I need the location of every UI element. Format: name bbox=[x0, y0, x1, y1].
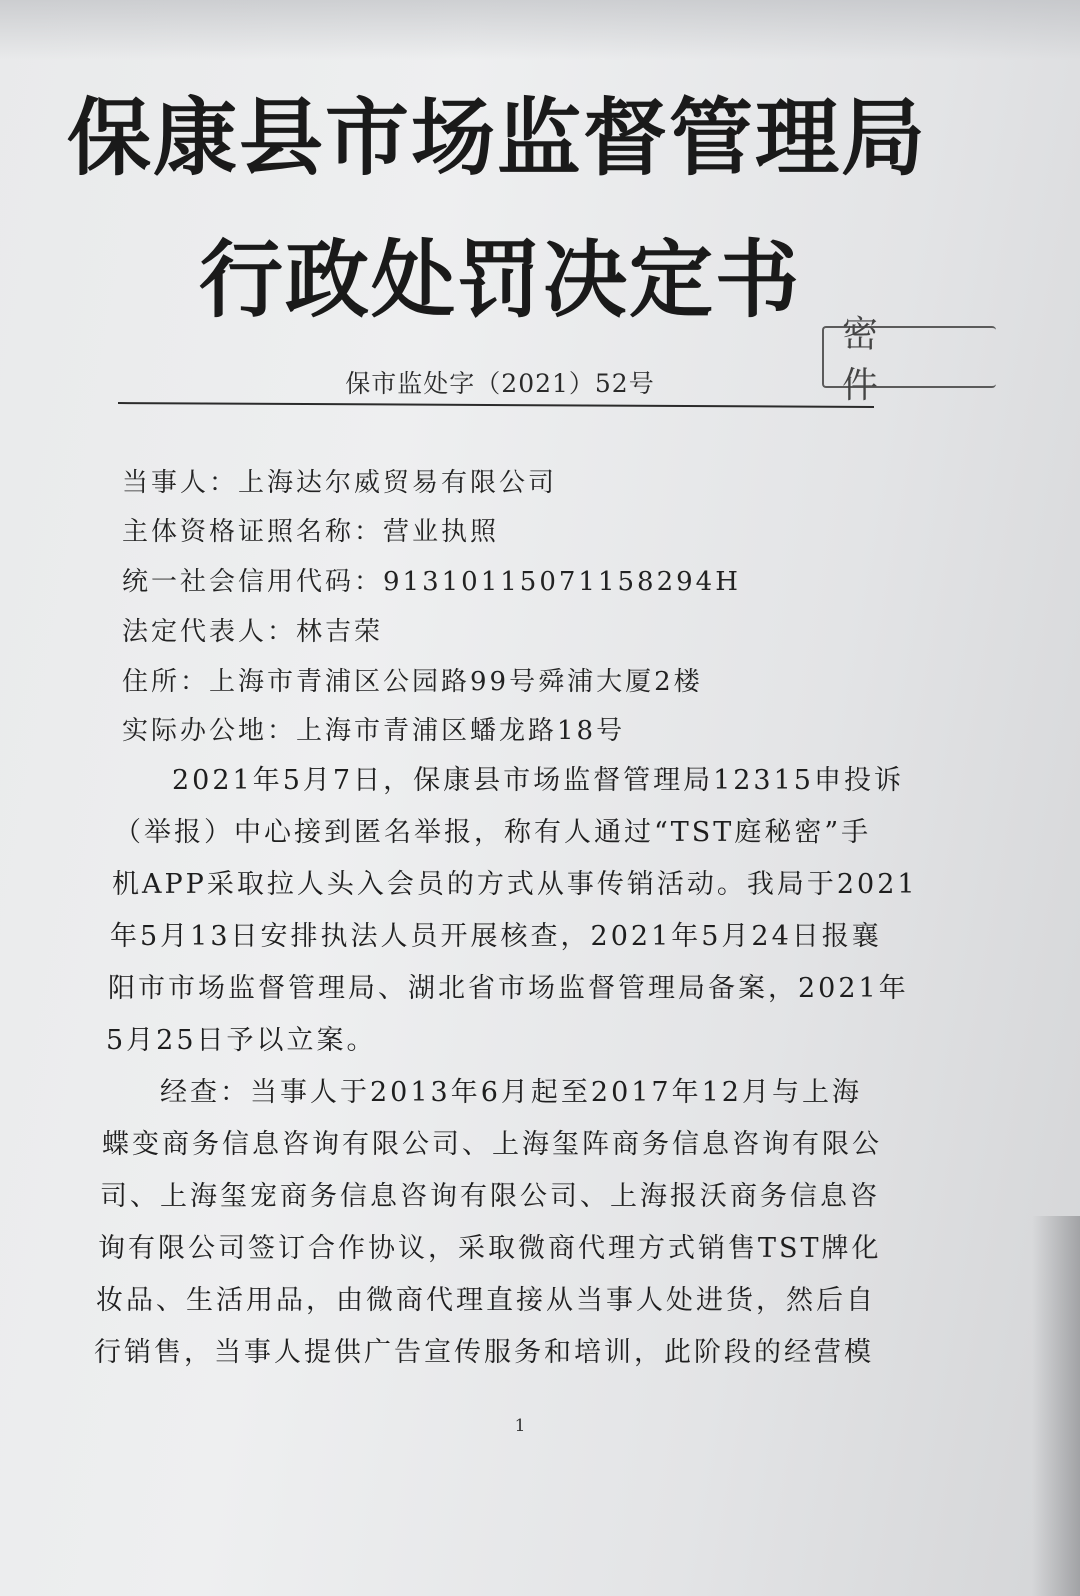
license-type: 主体资格证照名称：营业执照 bbox=[122, 517, 500, 547]
office-address: 实际办公地：上海市青浦区蟠龙路18号 bbox=[122, 716, 626, 746]
paragraph1-line: 年5月13日安排执法人员开展核查，2021年5月24日报襄 bbox=[110, 921, 882, 952]
document-title: 行政处罚决定书 bbox=[198, 231, 801, 329]
paragraph2-line: 行销售，当事人提供广告宣传服务和培训，此阶段的经营模 bbox=[94, 1337, 874, 1368]
paragraph2-line: 经查：当事人于2013年6月起至2017年12月与上海 bbox=[160, 1077, 862, 1108]
credit-code: 统一社会信用代码：91310115071158294H bbox=[122, 567, 741, 597]
paragraph2-line: 司、上海玺宠商务信息咨询有限公司、上海报沃商务信息咨 bbox=[100, 1181, 880, 1212]
paper-shadow bbox=[0, 0, 1080, 60]
paragraph2-line: 蝶变商务信息咨询有限公司、上海玺阵商务信息咨询有限公 bbox=[102, 1129, 882, 1160]
header-divider bbox=[118, 402, 874, 408]
party-name: 当事人：上海达尔威贸易有限公司 bbox=[122, 468, 558, 498]
registered-address: 住所：上海市青浦区公园路99号舜浦大厦2楼 bbox=[122, 667, 703, 697]
confidential-stamp: 密件 bbox=[822, 326, 996, 388]
paragraph2-line: 妆品、生活用品，由微商代理直接从当事人处进货，然后自 bbox=[96, 1285, 876, 1316]
paragraph1-line: 5月25日予以立案。 bbox=[106, 1025, 377, 1056]
document-number: 保市监处字（2021）52号 bbox=[345, 369, 655, 398]
paragraph1-line: 2021年5月7日，保康县市场监督管理局12315申投诉 bbox=[172, 765, 904, 796]
paragraph1-line: 阳市市场监督管理局、湖北省市场监督管理局备案，2021年 bbox=[108, 973, 909, 1004]
legal-representative: 法定代表人：林吉荣 bbox=[122, 617, 384, 647]
paragraph1-line: （举报）中心接到匿名举报，称有人通过“TST庭秘密”手 bbox=[114, 817, 872, 848]
page-number: 1 bbox=[514, 1416, 526, 1436]
paragraph2-line: 询有限公司签订合作协议，采取微商代理方式销售TST牌化 bbox=[98, 1233, 882, 1264]
paper-edge-shadow bbox=[1032, 1216, 1080, 1596]
paragraph1-line: 机APP采取拉人头入会员的方式从事传销活动。我局于2021 bbox=[112, 869, 918, 900]
agency-title: 保康县市场监督管理局 bbox=[66, 89, 927, 187]
